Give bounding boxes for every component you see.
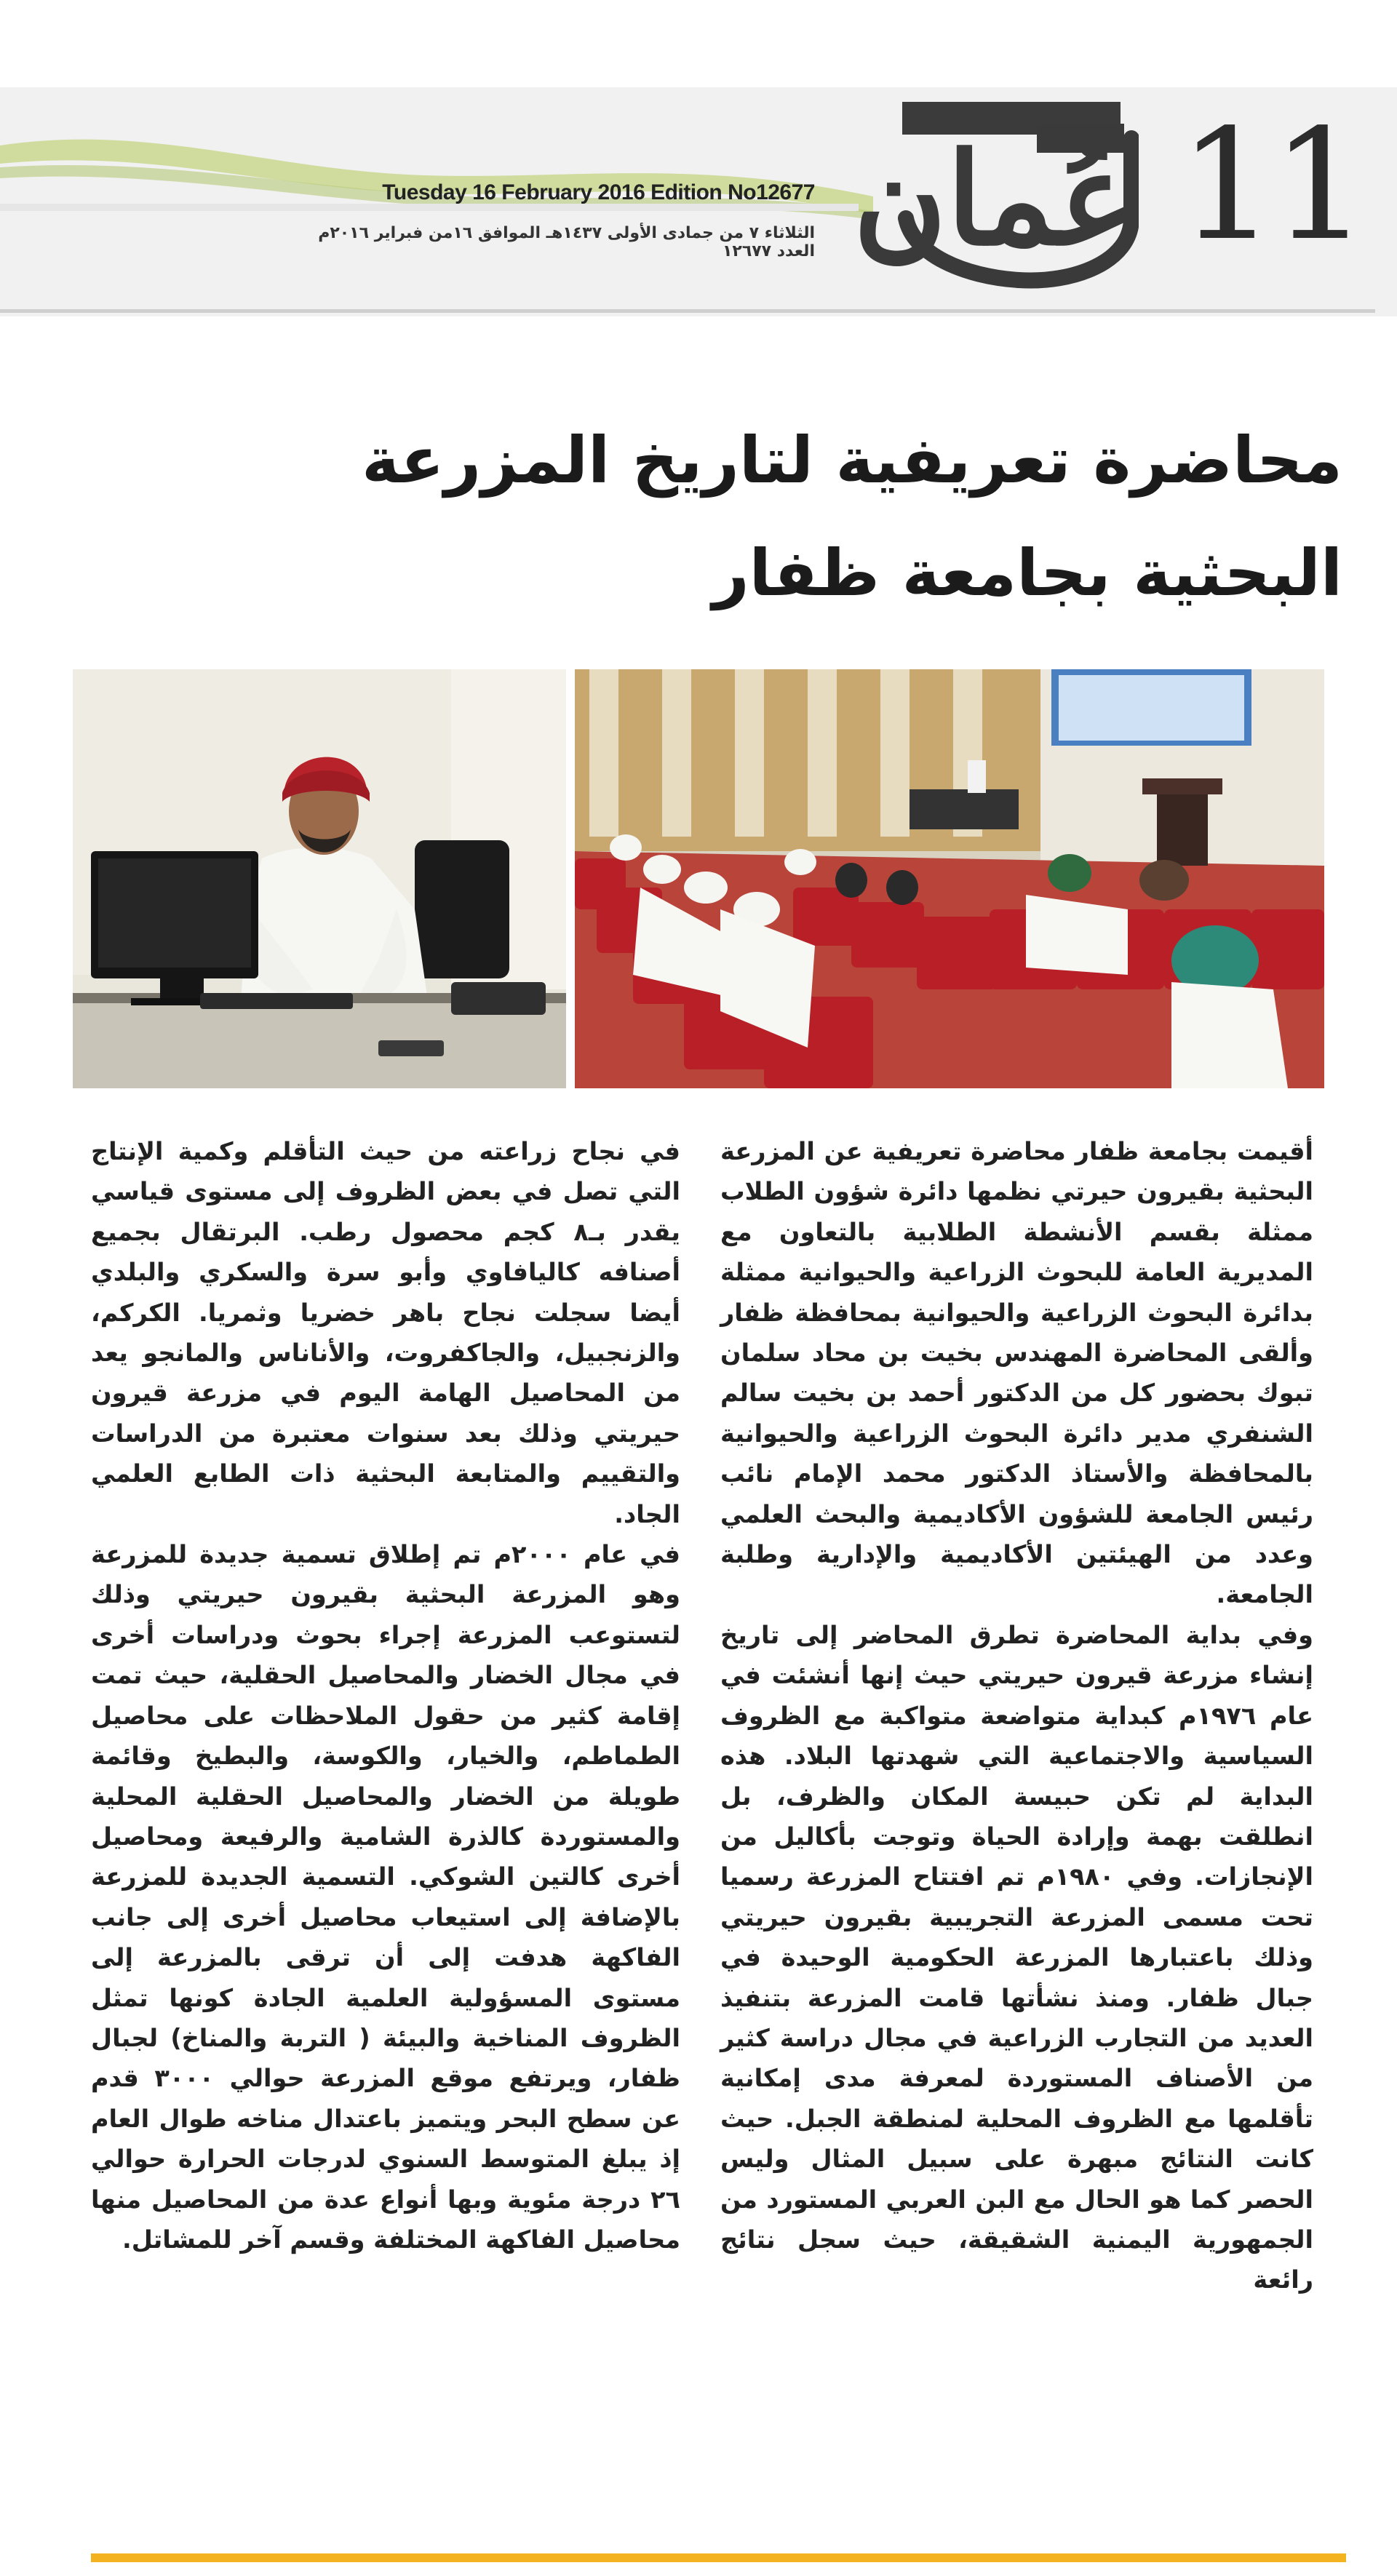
- page-number: 11: [1179, 96, 1365, 274]
- logo-wordmark: عُمان: [853, 125, 1135, 274]
- lecturer-photo-illustration: [73, 669, 566, 1088]
- headline-line-1: محاضرة تعريفية لتاريخ المزرعة: [362, 423, 1342, 498]
- masthead-divider: [0, 309, 1375, 313]
- lecturer-photo: [73, 669, 566, 1088]
- article-column-right: [720, 1131, 1313, 2543]
- edition-date-arabic: الثلاثاء ٧ من جمادى الأولى ١٤٣٧هـ الموافق ١٦من فبراير ٢٠١٦م العدد ١٢٦٧٧: [318, 224, 815, 260]
- headline-line-2: البحثية بجامعة ظفار: [712, 535, 1342, 610]
- article-paragraph: وفي بداية المحاضرة تطرق المحاضر إلى تاريخ إنشاء مزرعة قيرون حيريتي حيث إنها أنشئت في عام ١٩٧٦م كبداية متواضعة متواكبة مع الظروف السياسية والاجتماعية التي شهدتها البلاد. هذه البداية لم تكن حبيسة المكان والظرف، بل انطلقت بهمة وإرادة الحياة وتوجت بأكاليل من الإنجازات. وفي ١٩٨٠م تم افتتاح المزرعة رسميا تحت مسمى المزرعة التجريبية بقيرون حيريتي وذلك باعتبارها المزرعة الحكومية الوحيدة في جبال ظفار. ومنذ نشأتها قامت المزرعة بتنفيذ العديد من التجارب الزراعية في مجال دراسة كثير من الأصناف المستوردة لمعرفة مدى إمكانية تأقلمها مع الظروف المحلية لمنطقة الجبل. حيث كانت النتائج مبهرة على سبيل المثال وليس الحصر كما هو الحال مع البن العربي المستورد من الجمهورية اليمنية الشقيقة، حيث سجل نتائج رائعة: [720, 1620, 1313, 2294]
- footer-accent-rule: [91, 2553, 1346, 2562]
- article-paragraph: أقيمت بجامعة ظفار محاضرة تعريفية عن المزرعة البحثية بقيرون حيرتي نظمها دائرة شؤون الطلاب ممثلة بقسم الأنشطة الطلابية بالتعاون مع المديرية العامة للبحوث الزراعية والحيوانية ممثلة بدائرة البحوث الزراعية والحيوانية بمحافظة ظفار وألقى المحاضرة المهندس بخيت بن محاد سلمان تبوك بحضور كل من الدكتور أحمد بن بخيت سالم الشنفري مدير دائرة البحوث الزراعية والحيوانية بالمحافظة والأستاذ الدكتور محمد الإمام نائب رئيس الجامعة للشؤون الأكاديمية والبحث العلمي وعدد من الهيئتين الأكاديمية والإدارية وطلبة الجامعة.: [720, 1137, 1313, 1609]
- article-paragraph: في عام ٢٠٠٠م تم إطلاق تسمية جديدة للمزرعة وهو المزرعة البحثية بقيرون حيريتي وذلك لتستوعب المزرعة إجراء بحوث ودراسات أخرى في مجال الخضار والمحاصيل الحقلية، حيث تمت إقامة كثير من حقول الملاحظات على محاصيل الطماطم، والخيار، والكوسة، والبطيخ وقائمة طويلة من الخضار والمحاصيل الحقلية المحلية والمستوردة كالذرة الشامية والرفيعة ومحاصيل أخرى كالتين الشوكي. التسمية الجديدة للمزرعة بالإضافة إلى استيعاب محاصيل أخرى إلى جانب الفاكهة هدفت إلى أن ترقى بالمزرعة إلى مستوى المسؤولية العلمية الجادة كونها تمثل الظروف المناخية والبيئة ( التربة والمناخ) لجبال ظفار، ويرتفع موقع المزرعة حوالي ٣٠٠٠ قدم عن سطح البحر ويتميز باعتدال مناخه طوال العام إذ يبلغ المتوسط السنوي لدرجات الحرارة حوالي ٢٦ درجة مئوية وبها أنواع عدة من المحاصيل منها محاصيل الفاكهة المختلفة وقسم آخر للمشاتل.: [91, 1540, 680, 2254]
- masthead-swoosh-graphic: [0, 87, 873, 233]
- edition-date-english: Tuesday 16 February 2016 Edition No12677: [382, 180, 815, 204]
- masthead: [0, 0, 1397, 320]
- article-headline: [218, 404, 1342, 629]
- audience-photo: [575, 669, 1324, 1088]
- article-column-left: [91, 1131, 680, 2543]
- article-paragraph: في نجاح زراعته من حيث التأقلم وكمية الإنتاج التي تصل في بعض الظروف إلى مستوى قياسي يقدر بـ٨ كجم محصول رطب. البرتقال بجميع أصنافه كاليافاوي وأبو سرة والسكري والبلدي أيضا سجلت نجاح باهر خضريا وثمريا. الكركم، والزنجبيل، والجاكفروت، والأناناس والمانجو يعد من المحاصيل الهامة اليوم في مزرعة قيرون حيريتي وذلك بعد سنوات معتبرة من الدراسات والتقييم والمتابعة البحثية ذات الطابع العلمي الجاد.: [91, 1137, 680, 1528]
- audience-photo-illustration: [575, 669, 1324, 1088]
